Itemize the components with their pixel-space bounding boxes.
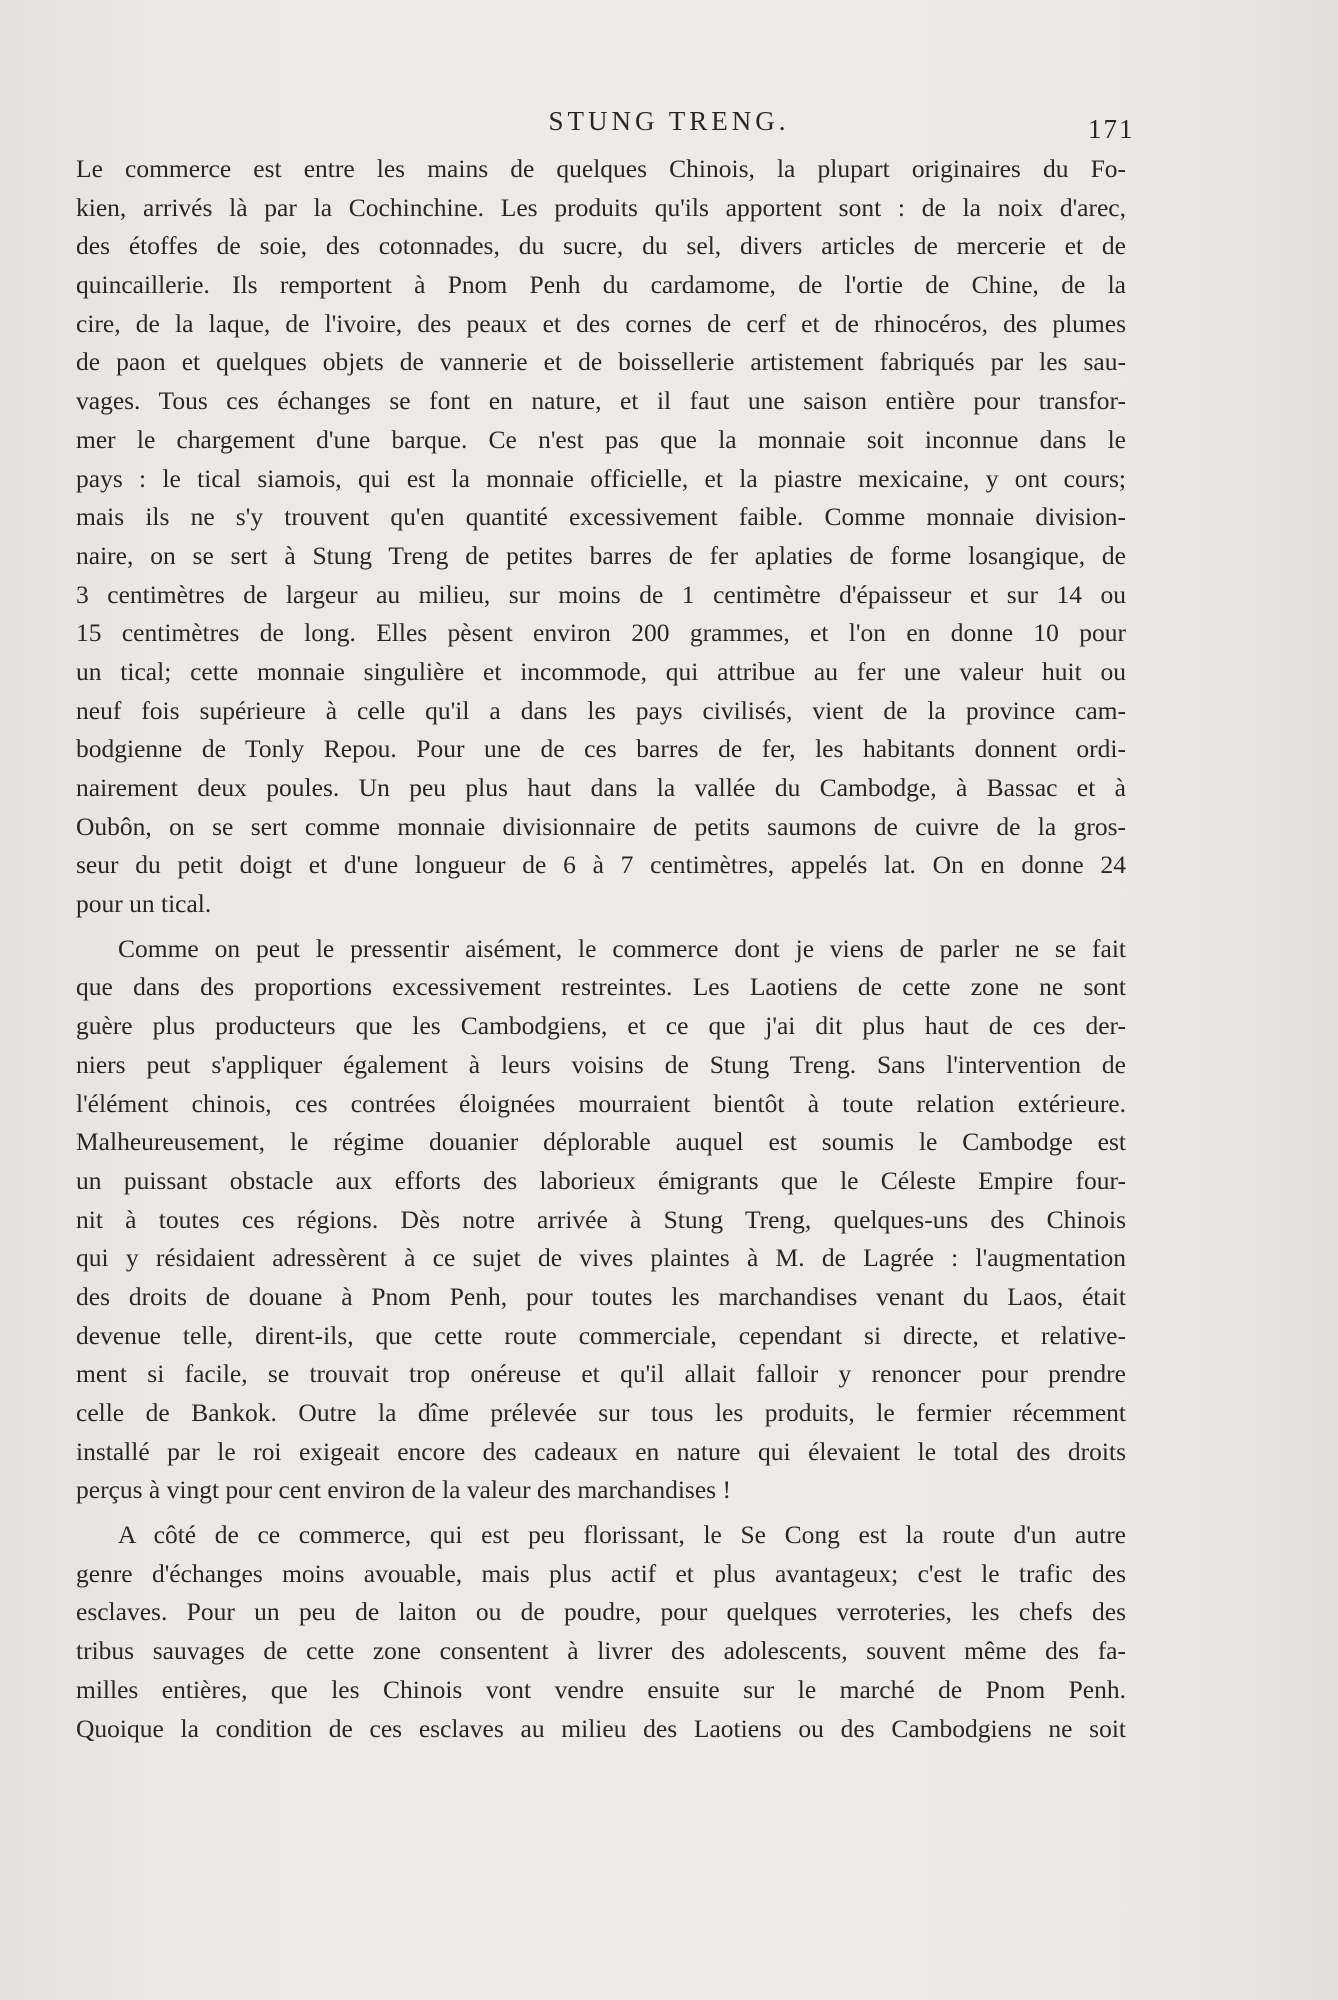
text-line: neuf fois supérieure à celle qu'il a dans les pays civilisés, vient de la province cam- bbox=[76, 695, 1126, 725]
text-line: A côté de ce commerce, qui est peu florissant, le Se Cong est la route d'un autre bbox=[118, 1520, 1126, 1550]
text-line: devenue telle, dirent-ils, que cette route commerciale, cependant si directe, et relative- bbox=[76, 1320, 1126, 1350]
text-line: un puissant obstacle aux efforts des laborieux émigrants que le Céleste Empire four- bbox=[76, 1165, 1126, 1195]
text-line: des droits de douane à Pnom Penh, pour toutes les marchandises venant du Laos, était bbox=[76, 1281, 1126, 1311]
paragraph-3 bbox=[76, 1516, 1126, 1748]
text-line: naire, on se sert à Stung Treng de petites barres de fer aplaties de forme losangique, de bbox=[76, 540, 1126, 570]
text-line: installé par le roi exigeait encore des cadeaux en nature qui élevaient le total des droits bbox=[76, 1436, 1126, 1466]
text-line: celle de Bankok. Outre la dîme prélevée sur tous les produits, le fermier récemment bbox=[76, 1398, 1126, 1427]
page-number: 171 bbox=[1088, 114, 1135, 144]
text-line: 15 centimètres de long. Elles pèsent environ 200 grammes, et l'on en donne 10 pour bbox=[76, 618, 1126, 648]
running-title: STUNG TRENG. bbox=[548, 106, 790, 136]
text-line: kien, arrivés là par la Cochinchine. Les produits qu'ils apportent sont : de la noix d'arec, bbox=[76, 192, 1126, 222]
text-line: que dans des proportions excessivement restreintes. Les Laotiens de cette zone ne sont bbox=[76, 972, 1126, 1002]
text-line: Malheureusement, le régime douanier déplorable auquel est soumis le Cambodge est bbox=[76, 1127, 1126, 1157]
text-line: mer le chargement d'une barque. Ce n'est pas que la monnaie soit inconnue dans le bbox=[76, 424, 1126, 454]
text-line: pays : le tical siamois, qui est la monnaie officielle, et la piastre mexicaine, y ont cours; bbox=[76, 463, 1126, 493]
text-line: esclaves. Pour un peu de laiton ou de poudre, pour quelques verroteries, les chefs des bbox=[76, 1597, 1126, 1627]
text-line: tribus sauvages de cette zone consentent à livrer des adolescents, souvent même des fa- bbox=[76, 1636, 1126, 1666]
body-text bbox=[76, 150, 1126, 1748]
text-line: Le commerce est entre les mains de quelques Chinois, la plupart originaires du Fo- bbox=[76, 154, 1126, 183]
text-line: Quoique la condition de ces esclaves au milieu des Laotiens ou des Cambodgiens ne soit bbox=[76, 1713, 1126, 1743]
text-line: seur du petit doigt et d'une longueur de 6 à 7 centimètres, appelés lat. On en donne 24 bbox=[76, 850, 1126, 880]
text-line: qui y résidaient adressèrent à ce sujet de vives plaintes à M. de Lagrée : l'augmentation bbox=[76, 1243, 1126, 1273]
paragraph-1 bbox=[76, 150, 1126, 924]
text-line: ment si facile, se trouvait trop onéreuse et qu'il allait falloir y renoncer pour prendre bbox=[76, 1359, 1126, 1389]
text-line: Comme on peut le pressentir aisément, le commerce dont je viens de parler ne se fait bbox=[118, 933, 1126, 963]
paragraph-2 bbox=[76, 930, 1126, 1510]
text-line: bodgienne de Tonly Repou. Pour une de ces barres de fer, les habitants donnent ordi- bbox=[76, 734, 1126, 764]
text-line: milles entières, que les Chinois vont vendre ensuite sur le marché de Pnom Penh. bbox=[76, 1674, 1126, 1704]
text-line: quincaillerie. Ils remportent à Pnom Penh du cardamome, de l'ortie de Chine, de la bbox=[76, 270, 1126, 300]
text-line: vages. Tous ces échanges se font en nature, et il faut une saison entière pour transfor- bbox=[76, 386, 1126, 416]
text-line: Oubôn, on se sert comme monnaie divisionnaire de petits saumons de cuivre de la gros- bbox=[76, 811, 1126, 841]
text-line: guère plus producteurs que les Cambodgiens, et ce que j'ai dit plus haut de ces der- bbox=[76, 1011, 1126, 1041]
text-line: nairement deux poules. Un peu plus haut dans la vallée du Cambodge, à Bassac et à bbox=[76, 773, 1126, 802]
text-line: nit à toutes ces régions. Dès notre arrivée à Stung Treng, quelques-uns des Chinois bbox=[76, 1204, 1126, 1234]
text-line: des étoffes de soie, des cotonnades, du sucre, du sel, divers articles de mercerie et de bbox=[76, 231, 1126, 261]
text-line: un tical; cette monnaie singulière et incommode, qui attribue au fer une valeur huit ou bbox=[76, 656, 1126, 686]
text-line: niers peut s'appliquer également à leurs voisins de Stung Treng. Sans l'intervention de bbox=[76, 1049, 1126, 1079]
text-line: de paon et quelques objets de vannerie et de boissellerie artistement fabriqués par les sau- bbox=[76, 347, 1126, 377]
text-line: cire, de la laque, de l'ivoire, des peaux et des cornes de cerf et de rhinocéros, des plumes bbox=[76, 308, 1126, 338]
text-line: pour un tical. bbox=[76, 889, 212, 919]
text-line: mais ils ne s'y trouvent qu'en quantité excessivement faible. Comme monnaie division- bbox=[76, 502, 1126, 532]
text-line: l'élément chinois, ces contrées éloignées mourraient bientôt à toute relation extérieure. bbox=[76, 1088, 1126, 1118]
text-line: genre d'échanges moins avouable, mais plus actif et plus avantageux; c'est le trafic des bbox=[76, 1558, 1126, 1588]
text-line: 3 centimètres de largeur au milieu, sur moins de 1 centimètre d'épaisseur et sur 14 ou bbox=[76, 579, 1126, 609]
text-line: perçus à vingt pour cent environ de la valeur des marchandises ! bbox=[76, 1475, 731, 1505]
